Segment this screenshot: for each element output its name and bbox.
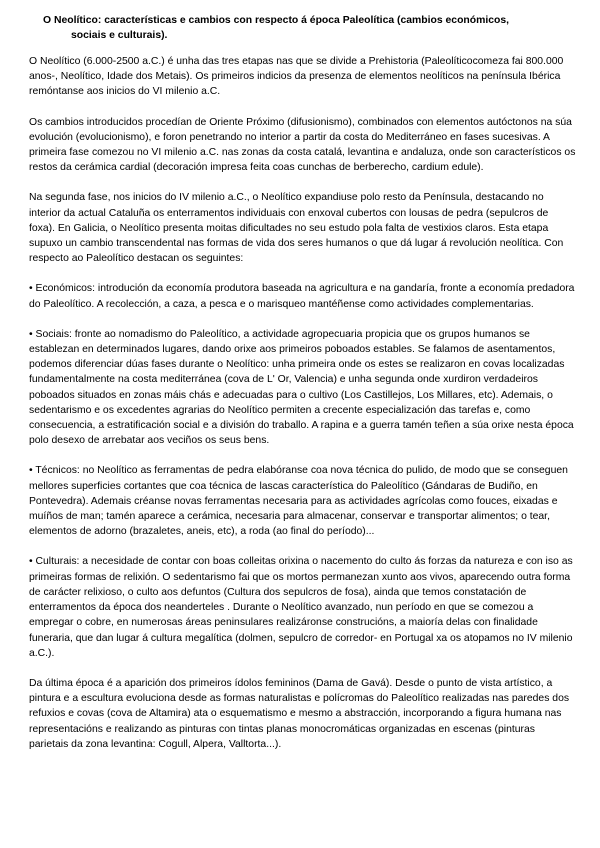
title-line-1: O Neolítico: características e cambios con respecto á época Paleolítica (cambios económicos,	[43, 15, 510, 26]
paragraph-social: • Sociais: fronte ao nomadismo do Paleolítico, a actividade agropecuaria propicia que os grupos humanos se establezan en determinados lugares, dando orixe aos primeiros poboados estables. Se falamos de asentamentos, podemos diferenciar dúas fases durante o Neolítico: unha primeira onde os estes se realizaron en covas localizadas fundamentalmente na costa mediterránea (cova de L' Or, Valencia) e unha segunda onde xurdiron verdadeiros poboados situados en zonas máis chás e adecuadas para o cultivo (Los Castillejos, Los Millares, etc). Ademais, o sedentarismo e os excedentes agrarias do Neolítico permiten a crecente especialización das tarefas e, como consecuencia, a estratificación social e a división do traballo. A rapina e a guerra tamén teñen a súa orixe nesta época polo desexo de arrebatar aos veciños os seus bens.	[29, 328, 574, 447]
paragraph-intro: O Neolítico (6.000-2500 a.C.) é unha das tres etapas nas que se divide a Prehistoria (Paleolíticocomeza fai 800.000 anos-, Neolítico, Idade dos Metais). Os primeiros indicios da presenza de elementos neolíticos na península Ibérica remóntanse aos inicios do VI milenio a.C.	[29, 56, 564, 98]
paragraph-economic: • Económicos: introdución da economía produtora baseada na agricultura e na gandaría, fronte a economía predadora do Paleolítico. A recolección, a caza, a pesca e o marisqueo mantéñense como actividades complementarias.	[29, 283, 575, 310]
document-title	[29, 13, 563, 43]
document-page	[29, 13, 577, 767]
paragraph-technical: • Técnicos: no Neolítico as ferramentas de pedra elabóranse coa nova técnica do pulido, de modo que se conseguen mellores superficies cortantes que coa técnica de lascas característica do Paleolítico (Gándaras de Budiño, en Pontevedra). Ademais créanse novas ferramentas necesaria para as actividades agrícolas como fouces, eixadas e muíños de man; tamén aparece a cerámica, necesaria para almacenar, conservar e transportar alimentos; o tear, elementos de adorno (brazaletes, aneis, etc), a roda (ao final do período)...	[29, 465, 568, 538]
title-line-2: sociais e culturais).	[71, 30, 168, 41]
paragraph-first-phase: Os cambios introducidos procedían de Oriente Próximo (difusionismo), combinados con elementos autóctonos na súa evolución (evolucionismo), e foron penetrando no interior a partir da costa do Mediterráneo en fases sucesivas. A primeira fase comezou no VI milenio a.C. nas zonas da costa catalá, levantina e andaluza, onde son característicos os restos da cerámica cardial (decoración impresa feita coas cunchas de berberecho, cardium edule).	[29, 116, 576, 174]
paragraph-last-epoch: Da última época é a aparición dos primeiros ídolos femininos (Dama de Gavá). Desde o punto de vista artístico, a pintura e a escultura evoluciona desde as formas naturalistas e polícromas do Paleolítico realizadas nas paredes dos refuxios e covas (cova de Altamira) ata o esquematismo e mesmo a abstracción, incorporando a figura humana nas representacións e realizando as pinturas con tintas planas monocromáticas organizadas en escenas (pinturas parietais da zona levantina: Cogull, Alpera, Valltorta...).	[29, 677, 570, 750]
paragraph-cultural: • Culturais: a necesidade de contar con boas colleitas orixina o nacemento do culto ás forzas da natureza e con iso as primeiras formas de relixión. O sedentarismo fai que os mortos permanezan xunto aos vivos, aparecendo outra forma de carácter relixioso, o culto aos defuntos (Cultura dos sepulcros de fosa), ainda que temos constatación de enterramentos da época dos neanderteles . Durante o Neolítico avanzado, nun período en que se comezou a empregar o cobre, en numerosas áreas peninsulares realizáronse construcións, a maioría delas con finalidade funeraria, que dan lugar á cultura megalítica (dolmen, sepulcro de corredor- en Portugal xa os atopamos no IV milenio a.C.).	[29, 556, 573, 659]
paragraph-second-phase: Na segunda fase, nos inicios do IV milenio a.C., o Neolítico expandiuse polo resto da Península, destacando no interior da actual Cataluña os enterramentos individuais con enxoval cubertos con lousas de pedra (sepulcros de foxa). En Galicia, o Neolítico presenta moitas dificultades no seu estudo pola falta de vestixios claros. Esta etapa supuxo un cambio transcendental nas formas de vida dos seres humanos o que dá lugar á revolución neolítica. Con respecto ao Paleolítico destacan os seguintes:	[29, 192, 564, 265]
